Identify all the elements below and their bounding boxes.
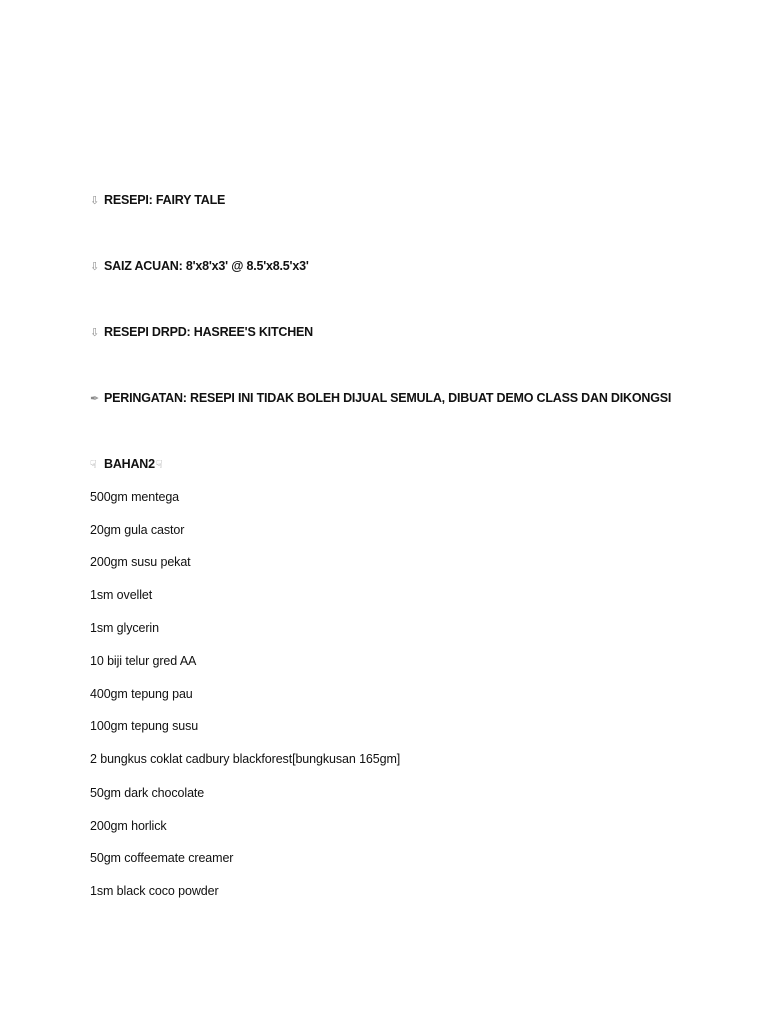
ingredient-item: 50gm dark chocolate [90, 786, 205, 800]
ingredients-heading-text: BAHAN2 [104, 457, 155, 471]
ingredient-item: 500gm mentega [90, 490, 180, 504]
pointer-down-icon: ☟ [155, 459, 163, 471]
ingredient-item: 100gm tepung susu [90, 719, 199, 733]
recipe-source [90, 324, 313, 341]
warning-note-text: PERINGATAN: RESEPI INI TIDAK BOLEH DIJUAL SEMULA, DIBUAT DEMO CLASS DAN DIKONGSI [104, 391, 672, 405]
pan-size [90, 258, 309, 275]
warning-note [90, 390, 671, 407]
down-arrow-icon: ⇩ [90, 261, 100, 273]
ingredient-item: 1sm black coco powder [90, 884, 219, 898]
ingredient-item: 20gm gula castor [90, 523, 185, 537]
down-arrow-icon: ⇩ [90, 195, 100, 207]
ingredient-item: 400gm tepung pau [90, 687, 193, 701]
recipe-source-text: RESEPI DRPD: HASREE'S KITCHEN [104, 325, 314, 339]
ingredient-item: 1sm glycerin [90, 621, 159, 635]
ingredient-item: 200gm susu pekat [90, 555, 191, 569]
recipe-title-text: RESEPI: FAIRY TALE [104, 193, 226, 207]
ingredient-item: 50gm coffeemate creamer [90, 851, 234, 865]
ingredients-heading [90, 456, 170, 473]
ingredient-item: 1sm ovellet [90, 588, 153, 602]
pointer-down-icon: ☟ [90, 459, 97, 471]
ingredient-item: 200gm horlick [90, 819, 167, 833]
pin-icon: ✒ [90, 393, 100, 405]
down-arrow-icon: ⇩ [90, 327, 100, 339]
pan-size-text: SAIZ ACUAN: 8'x8'x3' @ 8.5'x8.5'x3' [104, 259, 309, 273]
ingredient-item: 10 biji telur gred AA [90, 654, 197, 668]
ingredient-item: 2 bungkus coklat cadbury blackforest[bungkusan 165gm] [90, 752, 401, 766]
recipe-title [90, 192, 225, 209]
